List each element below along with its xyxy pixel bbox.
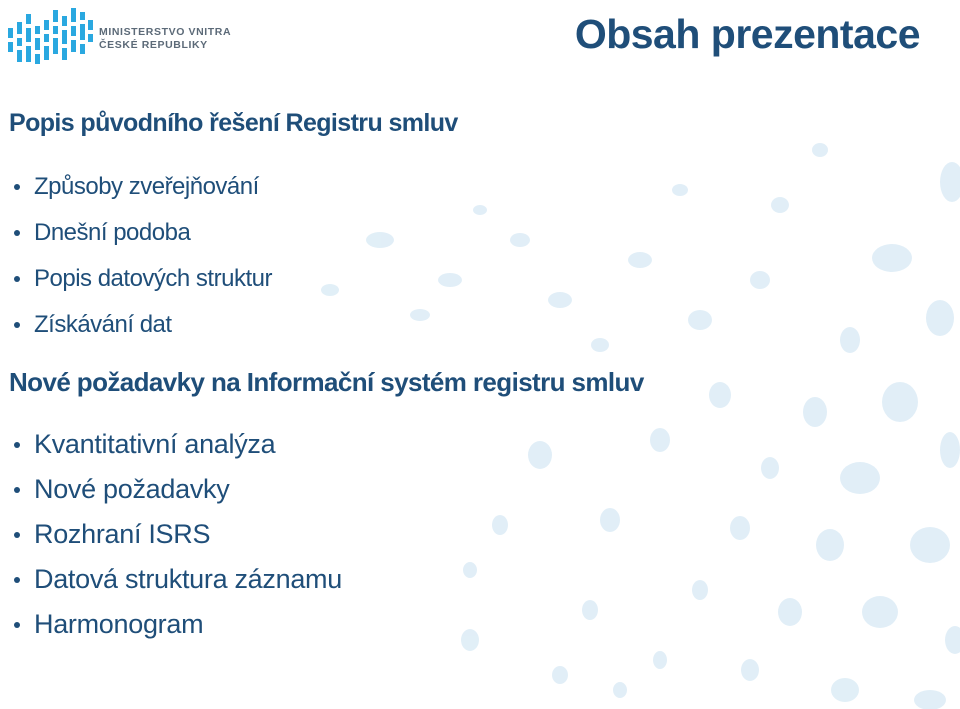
bullet-dot-icon (14, 322, 20, 328)
list-item (14, 302, 272, 348)
bullet-dot-icon (14, 487, 20, 493)
section-2-bullet-list (14, 422, 342, 647)
list-item-label: Datová struktura záznamu (34, 564, 342, 594)
bullet-dot-icon (14, 230, 20, 236)
list-item (14, 557, 342, 602)
list-item-label: Rozhraní ISRS (34, 519, 211, 549)
section-heading-original-solution: Popis původního řešení Registru smluv (9, 109, 458, 137)
list-item (14, 467, 342, 512)
bullet-dot-icon (14, 532, 20, 538)
logo-line-2: ČESKÉ REPUBLIKY (99, 39, 208, 51)
list-item (14, 602, 342, 647)
list-item-label: Získávání dat (34, 311, 172, 338)
bullet-dot-icon (14, 276, 20, 282)
slide-title: Obsah prezentace (574, 11, 920, 57)
list-item-label: Nové požadavky (34, 474, 230, 504)
logo-line-1: MINISTERSTVO VNITRA (99, 26, 232, 38)
list-item (14, 512, 342, 557)
list-item-label: Harmonogram (34, 609, 204, 639)
list-item-label: Popis datových struktur (34, 265, 272, 292)
list-item-label: Kvantitativní analýza (34, 429, 276, 459)
bullet-dot-icon (14, 622, 20, 628)
list-item (14, 422, 342, 467)
list-item-label: Způsoby zveřejňování (34, 173, 259, 200)
list-item-label: Dnešní podoba (34, 219, 191, 246)
bullet-dot-icon (14, 184, 20, 190)
list-item (14, 256, 272, 302)
bullet-dot-icon (14, 442, 20, 448)
list-item (14, 164, 272, 210)
ministry-logo-bars-icon (6, 6, 94, 68)
ministry-logo (6, 6, 256, 68)
bullet-dot-icon (14, 577, 20, 583)
section-1-bullet-list (14, 164, 272, 348)
ministry-logo-text (99, 26, 231, 52)
list-item (14, 210, 272, 256)
section-heading-new-requirements: Nové požadavky na Informační systém registru smluv (9, 367, 644, 397)
